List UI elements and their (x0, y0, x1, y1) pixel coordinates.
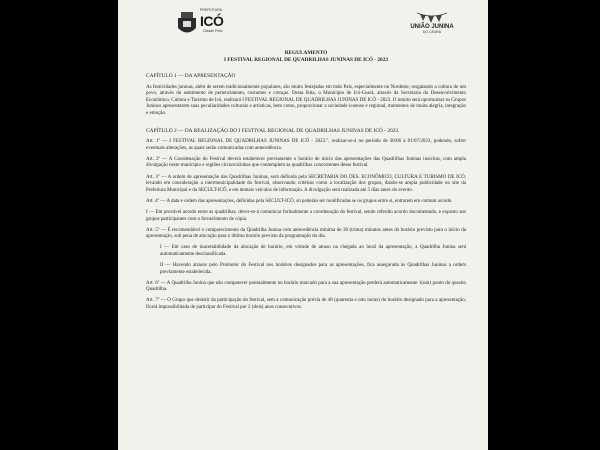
chapter-1-paragraph: As festividades juninas, além de serem tradicionalmente populares, são muito festejadas em todo País, especialmente no Nordeste, resgatando a cultura de um povo, através do sentimento de pertencimento, costumes e crenças. Desta feita, o Município de Icó-Ceará, através da Secretaria do Desenvolvimento Econômico, Cultura e Turismo de Icó, realizará I FESTIVAL REGIONAL DE QUADRILHAS JUNINAS DE ICÓ - 2023. O intuito será oportunizar os Grupos Juninos apresentarem suas peculiaridades culturais e artísticas, bem como, proporcionar a sociedade icoense e regional, momentos de muita alegria, integração e emoção. (146, 84, 466, 116)
article-5-item-1: I — Em caso de inaceitabilidade da alocação de horário, em virtude de atraso na chegada ao local da apresentação, a Quadrilha Junina será automaticamente desclassificada. (160, 245, 466, 257)
document-title: REGULAMENTO (284, 50, 328, 56)
article-5: Art. 5º — É recomendável o comparecimento da Quadrilha Junina com antecedência mínima de 30 (trinta) minutos antes do horário previsto para o início da apresentação, sob pena de alocação para o último horário previsto da programação do dia. (146, 227, 466, 240)
document-body (146, 50, 466, 316)
article-7: Art. 7º — O Grupo que desistir da participação do festival, sem a comunicação prévia de 48 (quarenta e oito horas) do horário designado para a apresentação, ficará impossibilitada de participar do Festival por 2 (dois) anos consecutivos. (146, 298, 466, 310)
city-slogan: Cidade Feliz (203, 29, 223, 33)
chapter-2-heading: CAPÍTULO 2 — DA REALIZAÇÃO DO I FESTIVAL REGIONAL DE QUADRILHAS JUNINAS DE ICÓ - 2023. (146, 127, 400, 134)
document-header (118, 4, 488, 44)
uniao-junina-name: UNIÃO JUNINA (410, 24, 454, 30)
article-3: Art. 3º — A ordem de apresentação das Quadrilhas Juninas, será definida pela SECRETARIA DO DES. ECONÔMICO, CULTURA E TURISMO DE ICÓ, levando em consideração a intermunicipalidade do festival, observando critérios como a localização dos grupos, dando-se ampla publicidade no site da Prefeitura Municipal e da SECULT-ICÓ, e em demais veículos de informação. A divulgação será realizada até 5 dias antes do evento. (146, 174, 466, 193)
article-5-item-2: II — Havendo atrasos pelo Promotor do Festival nos horários designados para as apresentações, fica assegurada às Quadrilhas Juninas a ordem previamente estabelecida. (160, 262, 466, 275)
article-6: Art. 6º — A Quadrilha Junina que não comparecer pontualmente no horário marcado para a sua apresentação perderá automaticamente 1(um) ponto do quesito Quadrilha. (146, 280, 466, 293)
prefeitura-label: PREFEITURA (200, 8, 223, 12)
uniao-junina-subtitle: DO CEARÁ (422, 30, 442, 34)
prefeitura-ico-logo (176, 8, 246, 42)
article-4-item-1: I — Em provável acordo entre as quadrilhas, dever-se-á comunicar formalmente a coordenação do festival, sendo referido acordo documentado, e exposto aos grupos participantes com o fornecimento de cópia. (146, 209, 466, 222)
article-1: Art. 1º — I FESTIVAL REGIONAL DE QUADRILHAS JUNINAS DE ICÓ - 2023.", realizar-se-á no período de 30/06 à 01/07/2023, podendo, sofrer eventuais alterações, as quais serão comunicadas com antecedência. (146, 139, 466, 151)
article-2: Art. 2º — A Coordenação do Festival deverá estabelecer previamente o horário de início das apresentações das Quadrilhas Juninas inscritas, com ampla divulgação neste município e regiões circunvizinhas que contemplem as quadrilhas concorrentes desse festival. (146, 156, 466, 169)
document-subtitle: I FESTIVAL REGIONAL DE QUADRILHAS JUNINAS DE ICÓ - 2023 (224, 56, 388, 63)
document-page (118, 0, 488, 450)
coat-of-arms-icon (176, 10, 198, 38)
article-4: Art. 4º — A data e ordem das apresentações, definidas pela SECULT-ICÓ, só poderão ser modificadas se os grupos entre si, entrarem em comum acordo. (146, 198, 453, 204)
uniao-junina-logo (401, 10, 463, 44)
chapter-1-heading: CAPÍTULO 1 — DA APRESENTAÇÃO (146, 73, 236, 79)
bunting-icon (417, 10, 447, 24)
city-logo-text: ICÓ (200, 13, 224, 29)
